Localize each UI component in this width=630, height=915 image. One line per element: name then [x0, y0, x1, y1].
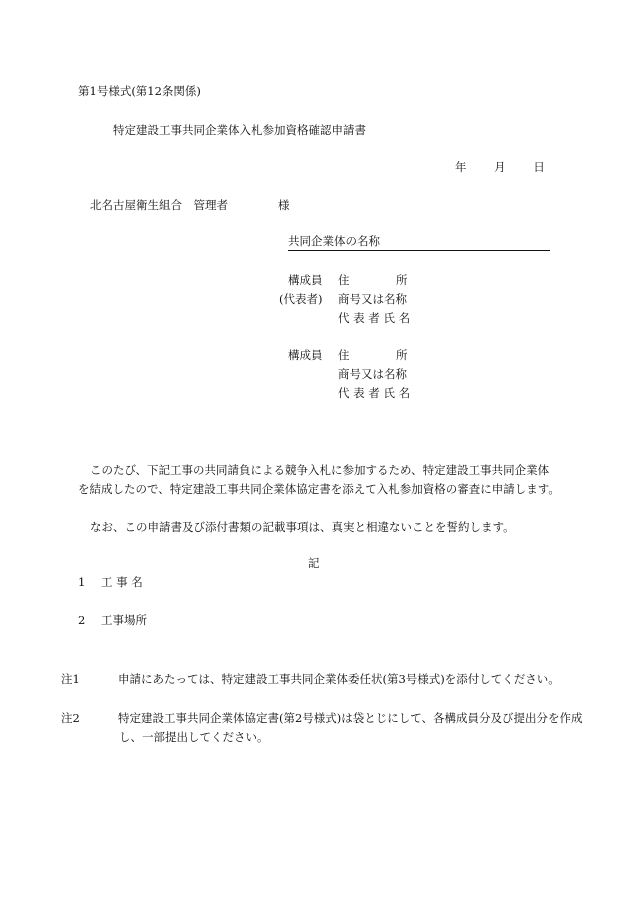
- date-day: 日: [533, 160, 545, 174]
- note-1-head: 注1: [61, 672, 80, 686]
- member2-role: 構成員: [288, 348, 323, 362]
- date-line: [455, 162, 545, 174]
- member1-address-a: 住: [338, 273, 350, 287]
- member1-company: 商号又は名称: [338, 292, 407, 306]
- item-2-label: 工事場所: [100, 613, 147, 627]
- note-1: [61, 670, 589, 689]
- addressee-org: 北名古屋衛生組合 管理者: [90, 198, 228, 212]
- ki-heading: 記: [308, 556, 320, 570]
- member1-address-b: 所: [396, 273, 408, 287]
- date-year: 年: [455, 160, 467, 174]
- document-title: 特定建設工事共同企業体入札参加資格確認申請書: [113, 123, 366, 137]
- member2-address-b: 所: [396, 348, 408, 362]
- addressee-honorific: 様: [278, 198, 290, 212]
- member1-representative: 代 表 者 氏 名: [338, 311, 411, 325]
- note-2-head: 注2: [61, 711, 80, 725]
- body-paragraph-1: このたび、下記工事の共同請負による競争入札に参加するため、特定建設工事共同企業体を結成したので、特定建設工事共同企業体協定書を添えて入札参加資格の審査に申請します。: [78, 463, 560, 496]
- member1-role: 構成員: [288, 273, 323, 287]
- item-1-label: 工 事 名: [100, 575, 143, 589]
- member2-representative: 代 表 者 氏 名: [338, 386, 411, 400]
- item-1: [78, 577, 143, 589]
- form-number: 第1号様式(第12条関係): [78, 84, 201, 98]
- item-2: [78, 615, 147, 627]
- note-2-text: 特定建設工事共同企業体協定書(第2号様式)は袋とじにして、各構成員分及び提出分を作成し、一部提出してください。: [118, 711, 583, 744]
- member2-address-a: 住: [338, 348, 350, 362]
- body-paragraph-2: なお、この申請書及び添付書類の記載事項は、真実と相違ないことを誓約します。: [90, 520, 515, 534]
- member1-role-sub: (代表者): [279, 292, 323, 306]
- note-2: [61, 709, 589, 747]
- jv-name-label: 共同企業体の名称: [288, 236, 550, 251]
- date-month: 月: [494, 160, 506, 174]
- item-2-number: 2: [78, 613, 86, 627]
- member2-company: 商号又は名称: [338, 367, 407, 381]
- item-1-number: 1: [78, 575, 86, 589]
- note-1-text: 申請にあたっては、特定建設工事共同企業体委任状(第3号様式)を添付してください。: [118, 672, 560, 686]
